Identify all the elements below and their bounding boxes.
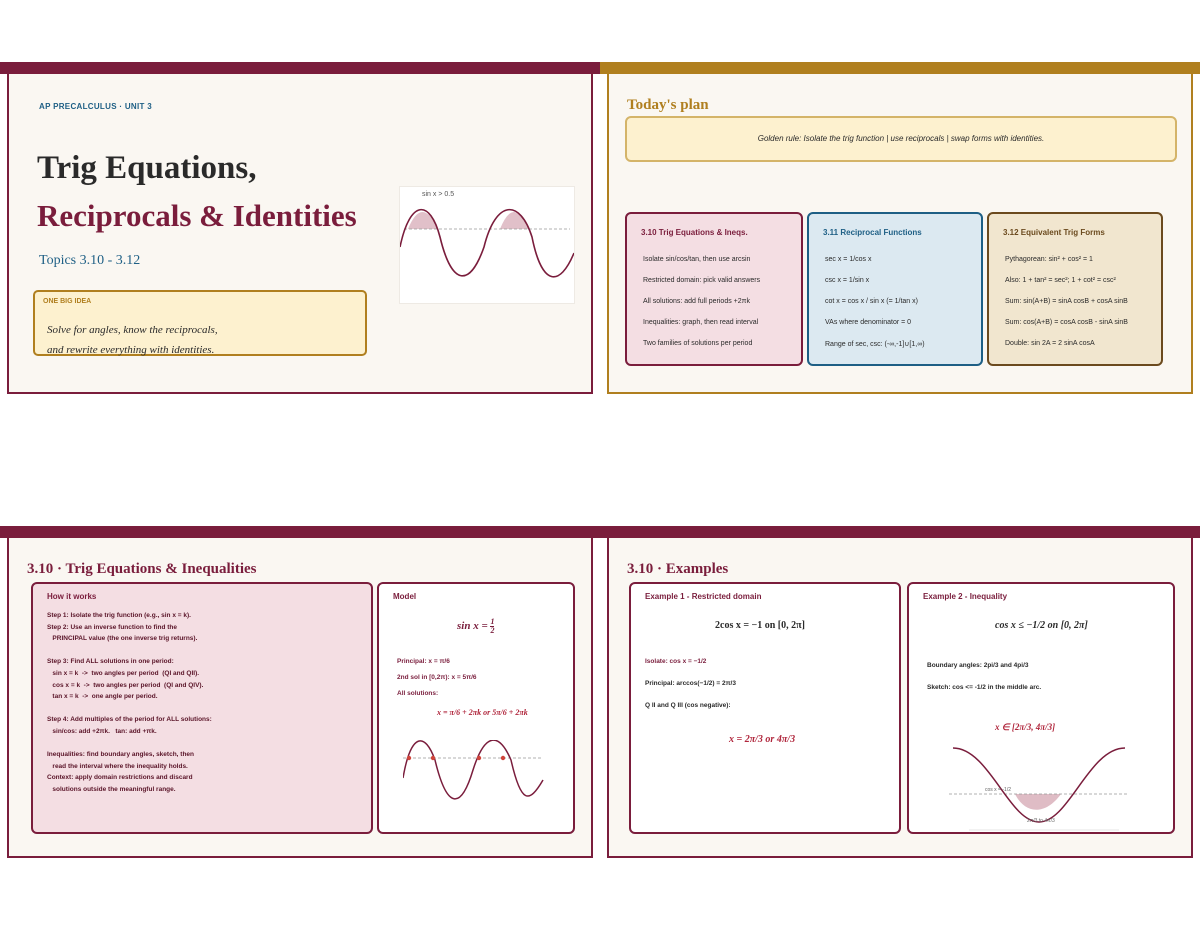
step-line: Inequalities: find boundary angles, sketch, then: [47, 751, 194, 759]
step-line: sin/cos: add +2πk. tan: add +πk.: [47, 728, 157, 735]
card-line: Double: sin 2A = 2 sinA cosA: [1005, 340, 1095, 347]
model-line: All solutions:: [397, 690, 439, 697]
example-2-card: [907, 582, 1175, 834]
card-line: All solutions: add full periods +2πk: [643, 298, 750, 305]
card-line: Also: 1 + tan² = sec²; 1 + cot² = csc²: [1005, 277, 1116, 284]
how-title: How it works: [47, 592, 97, 601]
ex1-answer: x = 2π/3 or 4π/3: [729, 734, 796, 745]
slide-examples: [607, 536, 1193, 858]
unit-kicker: AP PRECALCULUS · UNIT 3: [39, 102, 152, 111]
big-idea-line-1: Solve for angles, know the reciprocals,: [47, 324, 218, 336]
how-it-works-card: [31, 582, 373, 834]
solution-point: [477, 756, 481, 760]
step-line: sin x = k -> two angles per period (QI and QII).: [47, 670, 200, 677]
big-idea-box: [33, 290, 367, 356]
step-line: Step 1: Isolate the trig function (e.g., sin x = k).: [47, 612, 191, 619]
card-line: sec x = 1/cos x: [825, 256, 872, 263]
ex2-line: Sketch: cos <= -1/2 in the middle arc.: [927, 684, 1042, 691]
ex1-line: Q II and Q III (cos negative):: [645, 702, 731, 709]
card-line: Restricted domain: pick valid answers: [643, 277, 761, 284]
model-title: Model: [393, 592, 417, 601]
ex1-line: Principal: arccos(−1/2) = 2π/3: [645, 680, 736, 687]
slide-title: [7, 72, 593, 394]
card-line: cot x = cos x / sin x (= 1/tan x): [825, 298, 918, 305]
step-line: Step 3: Find ALL solutions in one period:: [47, 658, 174, 666]
card-line: Sum: cos(A+B) = cosA cosB - sinA sinB: [1005, 319, 1128, 326]
card-line: Isolate sin/cos/tan, then use arcsin: [643, 256, 751, 263]
card-title: 3.11 Reciprocal Functions: [823, 228, 922, 237]
plan-card-3-10: [625, 212, 803, 366]
shaded-region: [1015, 794, 1061, 810]
ex1-line: Isolate: cos x = −1/2: [645, 658, 707, 665]
model-equation: sin x = $\frac{1}{2}$: [457, 617, 495, 635]
golden-rule-box: [625, 116, 1177, 162]
step-line: Context: apply domain restrictions and discard: [47, 774, 193, 782]
solution-point: [407, 756, 411, 760]
step-line: read the interval where the inequality holds.: [47, 762, 188, 770]
ex2-answer: x ∈ [2π/3, 4π/3]: [995, 722, 1056, 732]
slide-plan: [607, 72, 1193, 394]
card-line: Two families of solutions per period: [643, 340, 753, 347]
graph-label: sin x > 0.5: [422, 191, 455, 198]
ex2-title: Example 2 - Inequality: [923, 592, 1008, 601]
axis-label: 2π/3 to 4π/3: [1027, 818, 1055, 824]
topics-label: Topics 3.10 - 3.12: [39, 253, 141, 268]
card-line: Range of sec, csc: (-∞,-1]∪[1,∞): [825, 341, 925, 348]
step-line: cos x = k -> two angles per period (QI and QIV).: [47, 681, 204, 689]
section-title: 3.10 · Trig Equations & Inequalities: [27, 561, 257, 577]
step-line: Step 4: Add multiples of the period for ALL solutions:: [47, 716, 212, 724]
golden-rule-text: Golden rule: Isolate the trig function | use reciprocals | swap forms with identities.: [757, 134, 1045, 143]
plan-card-3-11: [807, 212, 983, 366]
plan-card-3-12: [987, 212, 1163, 366]
card-line: Inequalities: graph, then read interval: [643, 319, 759, 326]
sine-graph: [399, 186, 575, 304]
example-1-card: [629, 582, 901, 834]
model-all-solutions: x = π/6 + 2πk or 5π/6 + 2πk: [437, 708, 528, 717]
big-idea-line-2: and rewrite everything with identities.: [47, 344, 215, 356]
model-line: Principal: x = π/6: [397, 658, 450, 665]
ex2-line: Boundary angles: 2pi/3 and 4pi/3: [927, 662, 1029, 669]
title-line-1: Trig Equations,: [37, 150, 257, 186]
plan-title: Today's plan: [627, 97, 709, 113]
step-line: solutions outside the meaningful range.: [47, 786, 176, 793]
card-line: Sum: sin(A+B) = sinA cosB + cosA sinB: [1005, 298, 1128, 305]
graph-label: cos x = -1/2: [985, 787, 1011, 793]
solution-point: [431, 756, 435, 760]
big-idea-label: ONE BIG IDEA: [43, 298, 92, 305]
card-title: 3.10 Trig Equations & Ineqs.: [641, 228, 748, 237]
step-line: PRINCIPAL value (the one inverse trig returns).: [47, 635, 198, 643]
model-card: [377, 582, 575, 834]
model-line: 2nd sol in [0,2π): x = 5π/6: [397, 674, 477, 681]
card-line: csc x = 1/sin x: [825, 277, 870, 284]
step-line: tan x = k -> one angle per period.: [47, 693, 158, 701]
sine-curve-svg: [400, 187, 574, 303]
examples-title: 3.10 · Examples: [627, 561, 729, 577]
ex2-equation: cos x ≤ −1/2 on [0, 2π]: [995, 620, 1088, 631]
card-line: Pythagorean: sin² + cos² = 1: [1005, 256, 1093, 263]
slide-trig-equations: [7, 536, 593, 858]
solution-point: [501, 756, 505, 760]
ex1-equation: 2cos x = −1 on [0, 2π]: [715, 620, 805, 631]
model-sine-graph: [403, 740, 553, 820]
card-title: 3.12 Equivalent Trig Forms: [1003, 228, 1105, 237]
title-line-2: Reciprocals & Identities: [37, 198, 357, 233]
card-line: VAs where denominator = 0: [825, 319, 912, 326]
ex1-title: Example 1 - Restricted domain: [645, 592, 762, 601]
step-line: Step 2: Use an inverse function to find the: [47, 623, 178, 631]
